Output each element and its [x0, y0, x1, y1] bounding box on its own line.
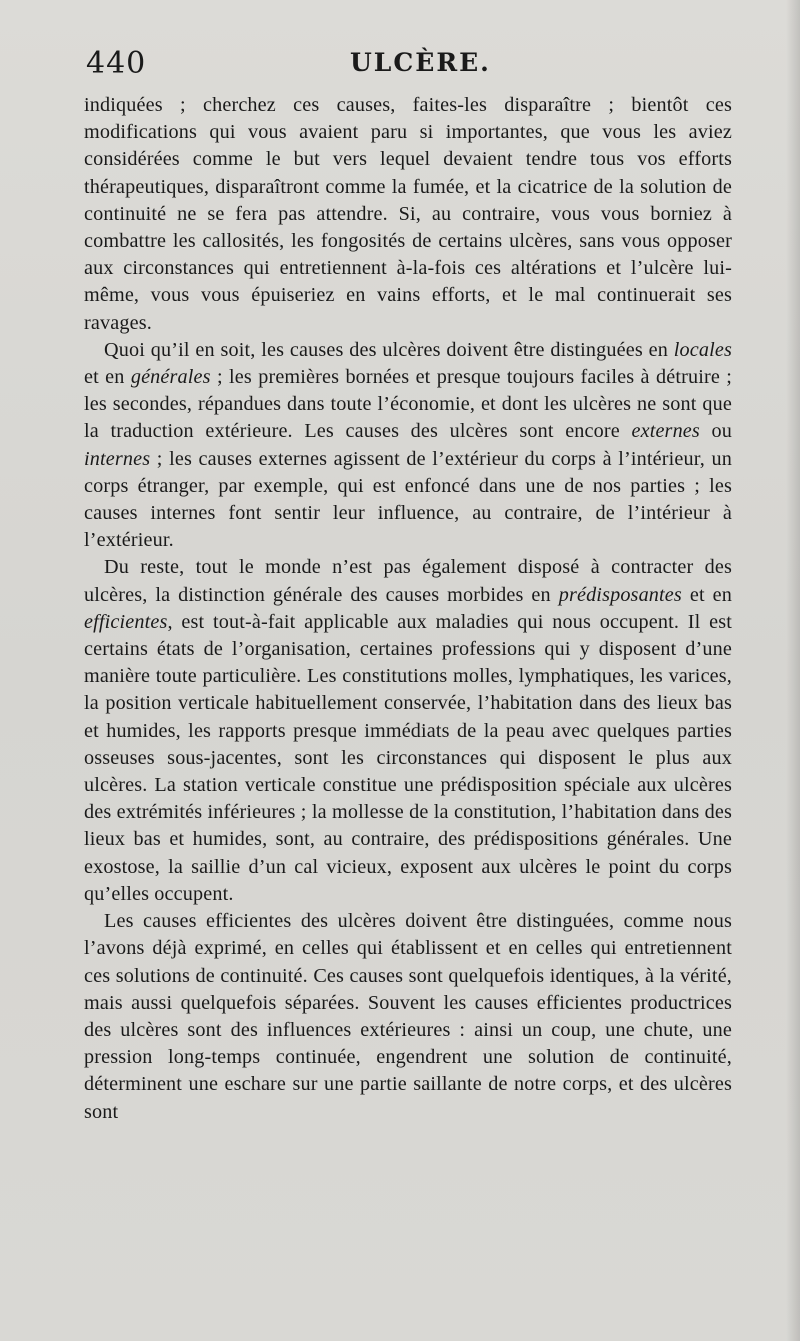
- paragraph-3: [84, 554, 732, 908]
- paragraph-2: [84, 337, 732, 555]
- text-segment: ; les premières bornées et presque toujours faciles à détruire ; les secondes, répandues dans toute l’économie, et dont les ulcères ne sont que la traduction extérieure. Les causes des ulcères sont encore: [84, 366, 732, 443]
- text-segment: et en: [84, 366, 131, 389]
- paragraph-1: [84, 92, 732, 337]
- page-edge-shadow: [786, 0, 800, 1341]
- text-segment: Les causes efficientes des ulcères doivent être distinguées, comme nous l’avons déjà exprimé, en celles qui établissent et en celles qui entretiennent ces solutions de continuité. Ces causes sont quelquefois identiques, à la vérité, mais aussi quelquefois séparées. Souvent les causes efficientes productrices des ulcères sont des influences extérieures : ainsi un coup, une chute, une pression long-temps continuée, engendrent une solution de continuité, déterminent une eschare sur une partie saillante de notre corps, et des ulcères sont: [84, 910, 732, 1123]
- page-header: [86, 46, 730, 86]
- page-number: 440: [86, 46, 147, 81]
- italic-term: efficientes: [84, 610, 168, 633]
- text-segment: Quoi qu’il en soit, les causes des ulcères doivent être distinguées en: [104, 338, 674, 361]
- italic-term: externes: [631, 420, 700, 443]
- text-segment: ou: [699, 420, 732, 443]
- text-segment: ; les causes externes agissent de l’extérieur du corps à l’intérieur, un corps étranger, par exemple, qui est enfoncé dans une de nos parties ; les causes internes font sentir leur influence, au contraire, de l’intérieur à l’extérieur.: [84, 447, 732, 552]
- body-text: [84, 92, 732, 1126]
- italic-term: générales: [130, 366, 211, 389]
- text-segment: , est tout-à-fait applicable aux maladies qui nous occupent. Il est certains états de l’organisation, certaines professions qui y disposent d’une manière toute particulière. Les constitutions molles, lymphatiques, les varices, la position verticale habituellement conservée, l’habitation dans des lieux bas et humides, les rapports presque immédiats de la peau avec quelques parties osseuses sous-jacentes, sont les circonstances qui disposent le plus aux ulcères. La station verticale constitue une prédisposition spéciale aux ulcères des extrémités inférieures ; la mollesse de la constitution, l’habitation dans des lieux bas et humides, sont, au contraire, des prédispositions générales. Une exostose, la saillie d’un cal vicieux, exposent aux ulcères le point du corps qu’elles occupent.: [84, 610, 732, 905]
- text-segment: Du reste, tout le monde n’est pas également disposé à contracter des ulcères, la distinction générale des causes morbides en: [84, 556, 732, 606]
- running-title: ULCÈRE.: [350, 48, 491, 77]
- text-segment: et en: [681, 583, 732, 606]
- text-segment: indiquées ; cherchez ces causes, faites-les disparaître ; bientôt ces modifications qui vous avaient paru si importantes, que vous les aviez considérées comme le but vers lequel devaient tendre tous vos efforts thérapeutiques, disparaîtront comme la fumée, et la cicatrice de la solution de continuité ne se fera pas attendre. Si, au contraire, vous vous borniez à combattre les callosités, les fongosités de certains ulcères, sans vous opposer aux circonstances qui entretiennent à-la-fois ces altérations et l’ulcère lui-même, vous vous épuiseriez en vains efforts, et le mal continuerait ses ravages.: [84, 94, 732, 334]
- italic-term: internes: [84, 447, 151, 470]
- italic-term: locales: [673, 338, 732, 361]
- italic-term: prédisposantes: [558, 583, 682, 606]
- paragraph-4: [84, 908, 732, 1126]
